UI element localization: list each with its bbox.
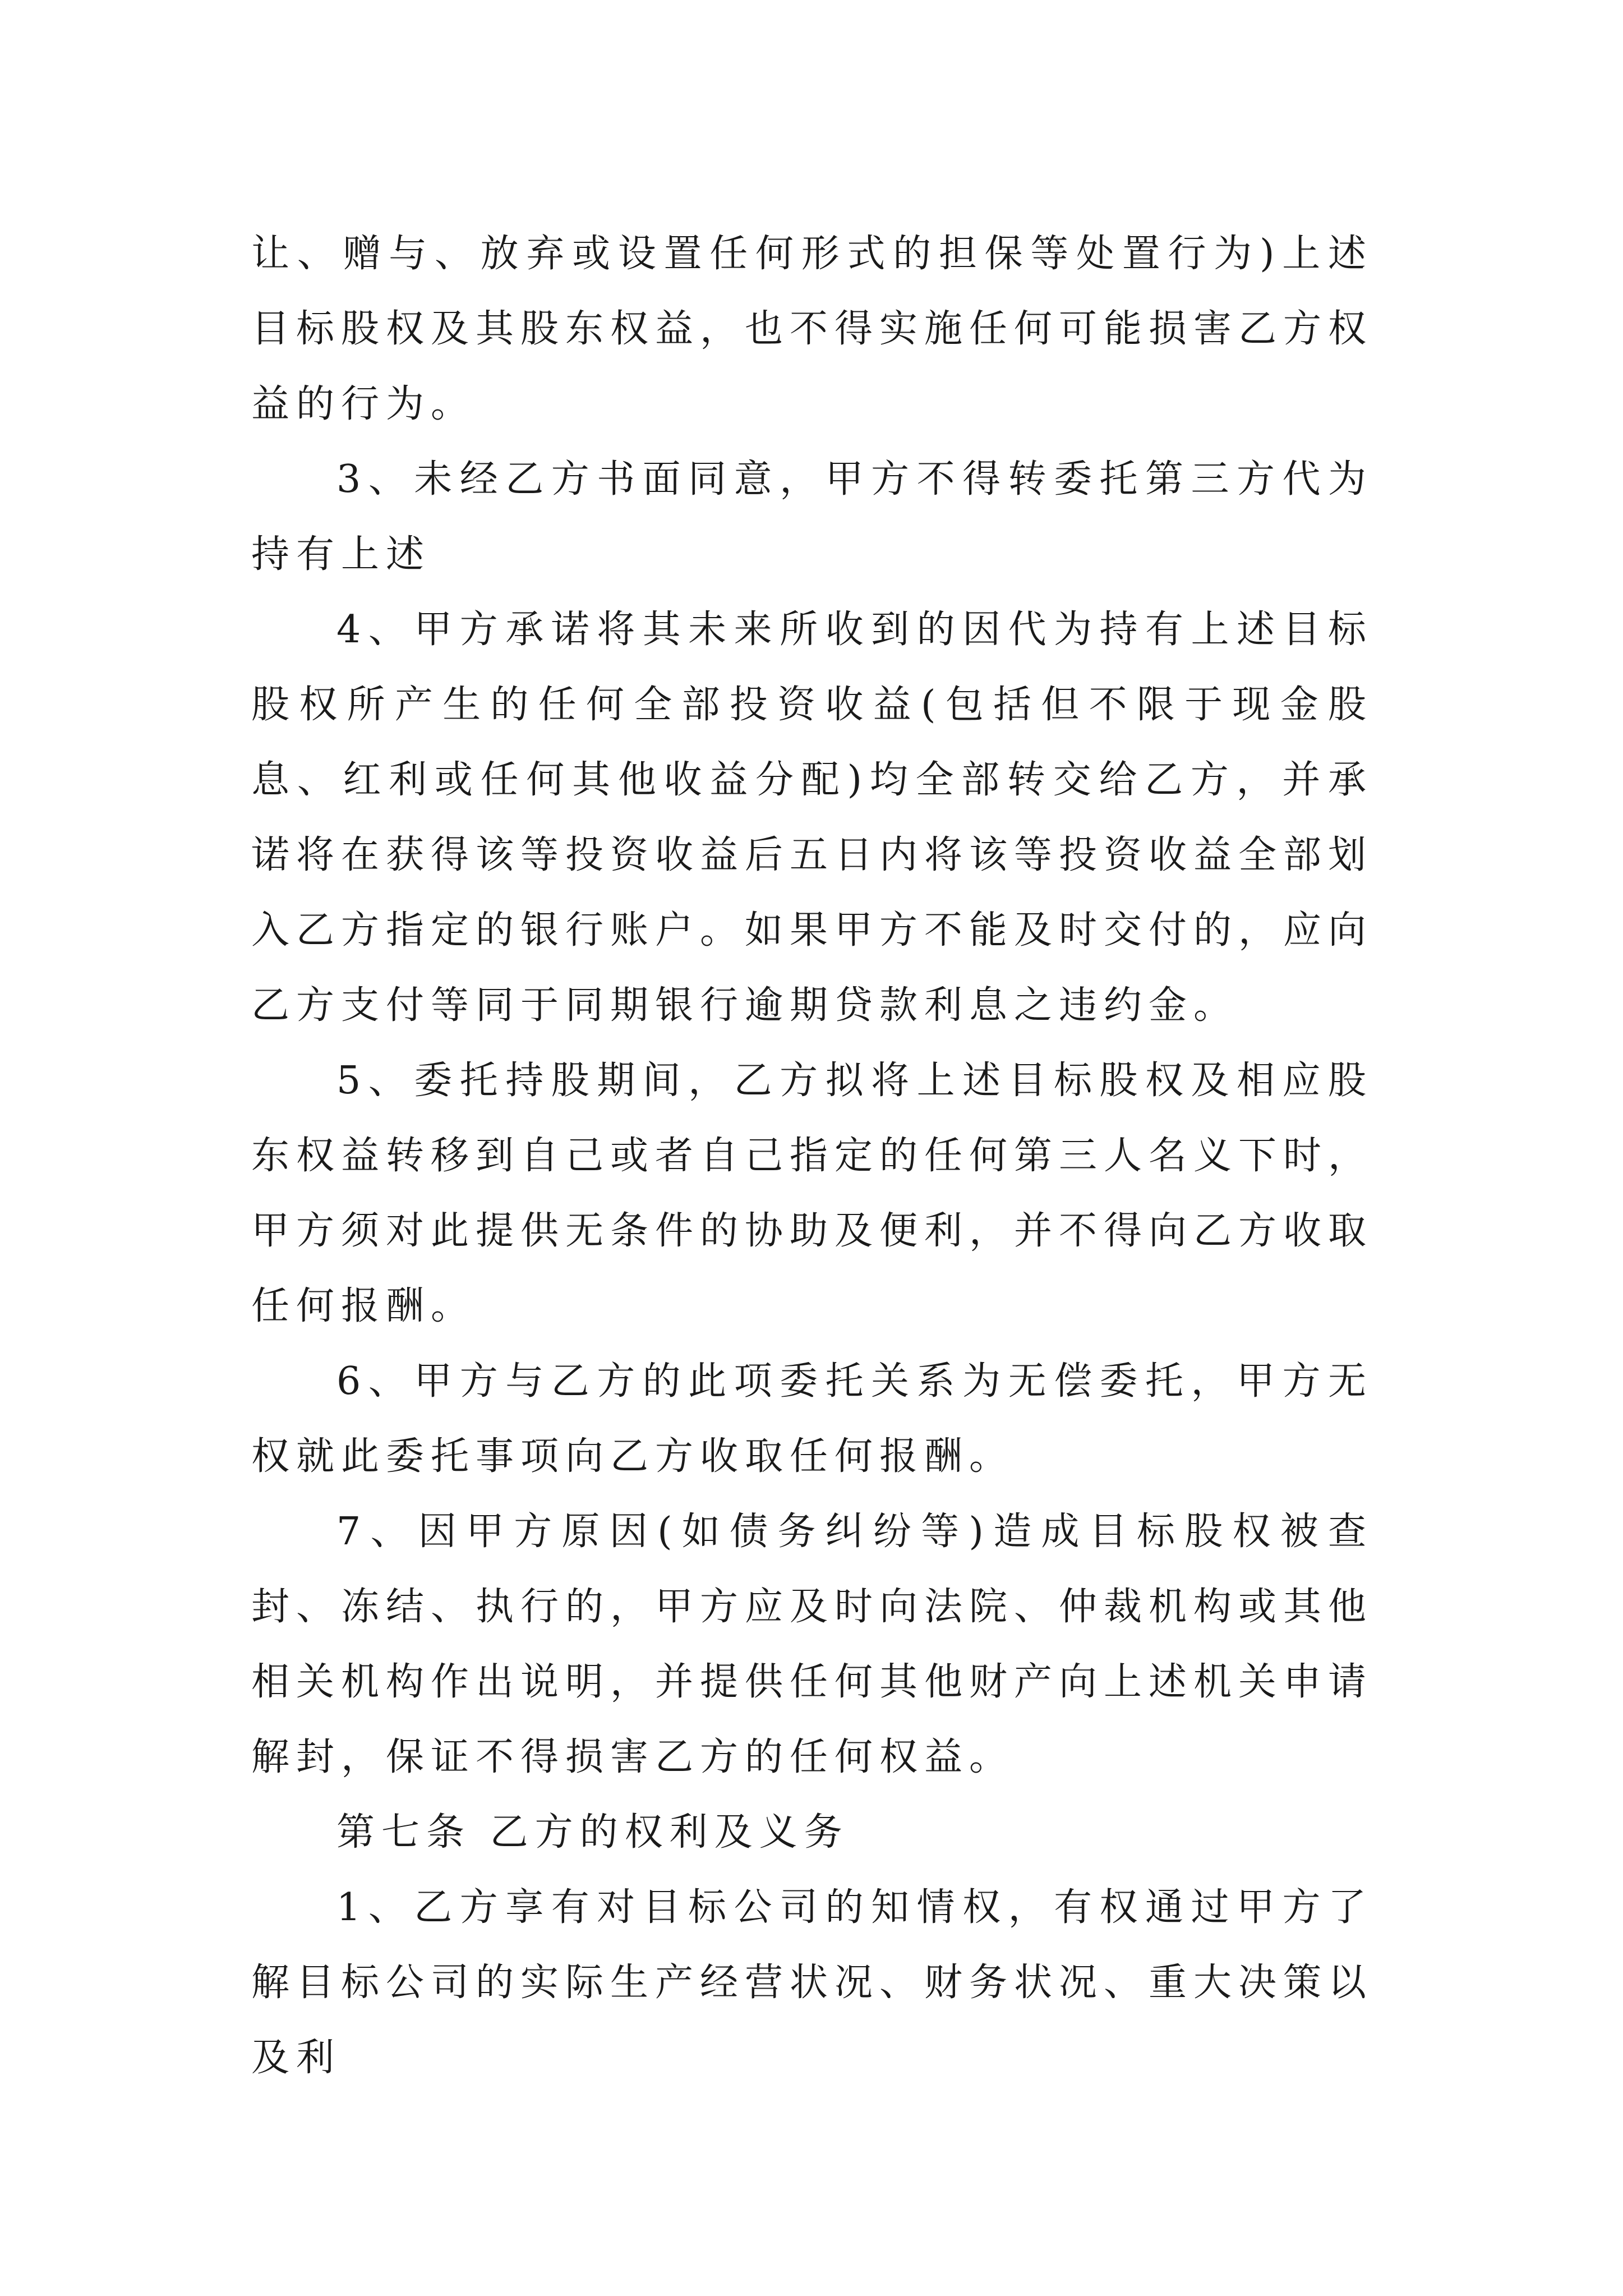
paragraph-clause-3: 3、未经乙方书面同意，甲方不得转委托第三方代为持有上述 xyxy=(251,457,1373,577)
document-body xyxy=(251,217,1373,2096)
paragraph-clause-6: 6、甲方与乙方的此项委托关系为无偿委托，甲方无权就此委托事项向乙方收取任何报酬。 xyxy=(251,1359,1373,1479)
paragraph-clause-4: 4、甲方承诺将其未来所收到的因代为持有上述目标股权所产生的任何全部投资收益(包括但不限于现金股息、红利或任何其他收益分配)均全部转交给乙方，并承诺将在获得该等投资收益后五日内将该等投资收益全部划入乙方指定的银行账户。如果甲方不能及时交付的，应向乙方支付等同于同期银行逾期贷款利息之违约金。 xyxy=(251,608,1373,1028)
section-heading: 第七条 乙方的权利及义务 xyxy=(336,1810,849,1855)
paragraph-continuation: 让、赠与、放弃或设置任何形式的担保等处置行为)上述目标股权及其股东权益，也不得实施任何可能损害乙方权益的行为。 xyxy=(251,232,1373,426)
paragraph-clause-7: 7、因甲方原因(如债务纠纷等)造成目标股权被查封、冻结、执行的，甲方应及时向法院、仲裁机构或其他相关机构作出说明，并提供任何其他财产向上述机关申请解封，保证不得损害乙方的任何权益。 xyxy=(251,1510,1373,1779)
paragraph-article-7-clause-1: 1、乙方享有对目标公司的知情权，有权通过甲方了解目标公司的实际生产经营状况、财务状况、重大决策以及利 xyxy=(251,1885,1373,2080)
paragraph-clause-5: 5、委托持股期间，乙方拟将上述目标股权及相应股东权益转移到自己或者自己指定的任何第三人名义下时，甲方须对此提供无条件的协助及便利，并不得向乙方收取任何报酬。 xyxy=(251,1059,1373,1328)
